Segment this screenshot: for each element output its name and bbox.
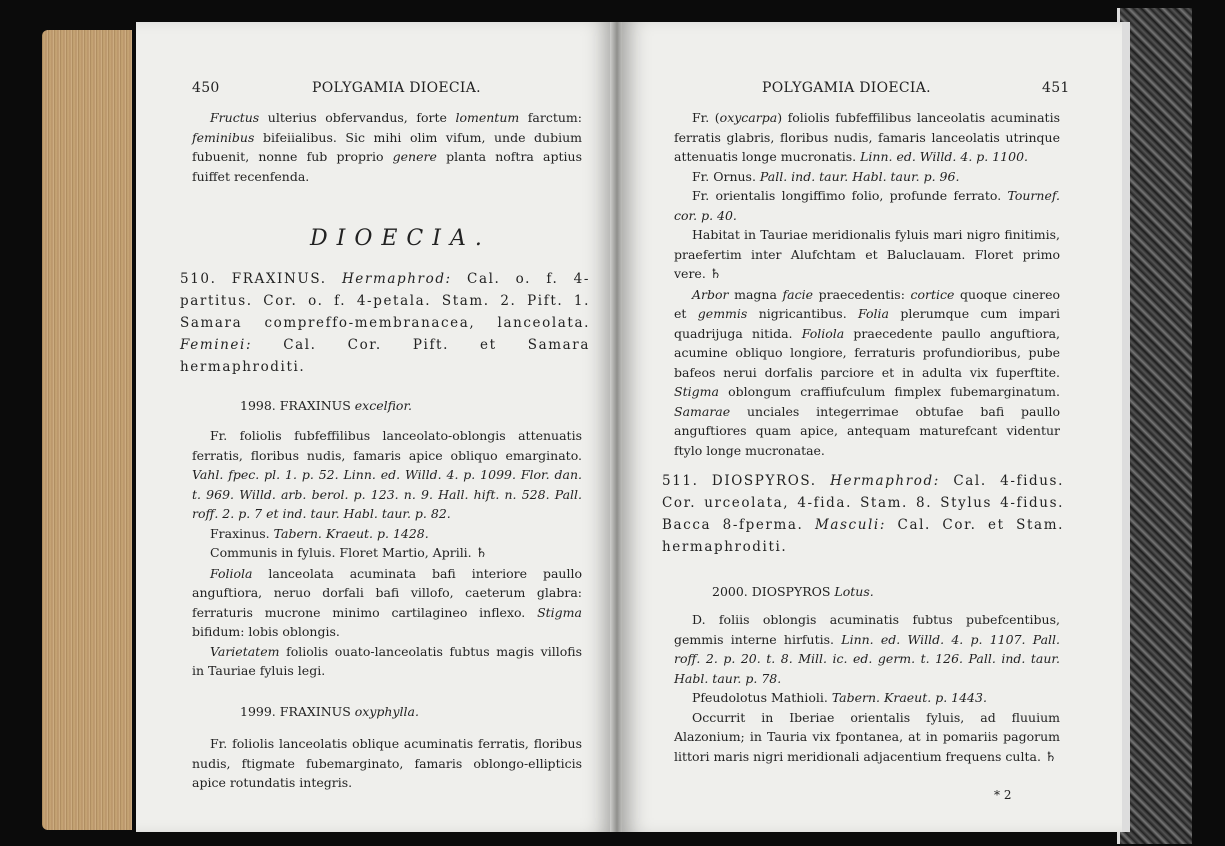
right-running-head: POLYGAMIA DIOECIA.: [762, 80, 931, 96]
left-page: [136, 22, 612, 832]
left-page-number: 450: [192, 80, 220, 96]
species-heading-1998: 1998. FRAXINUS excelfior.: [240, 398, 413, 413]
species-heading-1999: 1999. FRAXINUS oxyphylla.: [240, 704, 419, 719]
book: [32, 8, 1192, 844]
right-page: [622, 22, 1130, 832]
section-heading: DIOECIA.: [310, 226, 491, 251]
book-edge-left: [42, 30, 132, 830]
genus-510: 510. FRAXINUS. Hermaphrod: Cal. o. f. 4-partitus. Cor. o. f. 4-petala. Stam. 2. Pift. 1. Samara compreffo-membranacea, lanceolata. Feminei: Cal. Cor. Pift. et Samara hermaphroditi.: [180, 271, 590, 375]
right-page-number: 451: [1042, 80, 1070, 96]
signature-mark: * 2: [994, 788, 1012, 802]
species-1998-text: Fr. foliolis fubfeffilibus lanceolato-oblongis attenuatis ferratis, floribus nudis, famaris apice obliquo emarginato. Vahl. fpec. pl. 1. p. 52. Linn. ed. Willd. 4. p. 1099. Flor. dan. t. 969. Willd. arb. berol. p. 123. n. 9. Hall. hift. n. 528. Pall. roff. 2. p. 7 et ind. taur. Habl. taur. p. 82. Fraxinus. Tabern. Kraeut. p. 1428. Communis in fyluis. Floret Martio, Aprili. ♄ Foliola lanceolata acuminata bafi interiore paullo anguftiora, neruo dorfali bafi villofo, caeterum glabra: ferraturis mucrone minimo cartilagineo inflexo. Stigma bifidum: lobis oblongis. Varietatem foliolis ouato-lanceolatis fubtus magis villofis in Tauriae fyluis legi.: [192, 428, 582, 678]
genus-511: 511. DIOSPYROS. Hermaphrod: Cal. 4-fidus. Cor. urceolata, 4-fida. Stam. 8. Stylus 4-fidus. Bacca 8-fperma. Masculi: Cal. Cor. et Stam. hermaphroditi.: [662, 473, 1064, 555]
left-running-head: POLYGAMIA DIOECIA.: [312, 80, 481, 96]
species-heading-2000: 2000. DIOSPYROS Lotus.: [712, 584, 874, 599]
right-page-text: Fr. (oxycarpa) foliolis fubfeffilibus lanceolatis acuminatis ferratis glabris, floribus nudis, famaris lanceolatis utrinque attenuatis longe mucronatis. Linn. ed. Willd. 4. p. 1100. Fr. Ornus. Pall. ind. taur. Habl. taur. p. 96. Fr. orientalis longiffimo folio, profunde ferrato. Tournef. cor. p. 40. Habitat in Tauriae meridionalis fyluis mari nigro finitimis, praefertim inter Alufchtam et Baluclauam. Floret primo vere. ♄ Arbor magna facie praecedentis: cortice quoque cinereo et gemmis nigricantibus. Folia plerumque cum impari quadrijuga nitida. Foliola praecedente paullo anguftiora, acumine obliquo longiore, ferraturis profundioribus, pube bafeos nerui dorfalis parciore et in adulta vix fuperftite. Stigma oblongum craffiufculum fimplex fubemarginatum. Samarae unciales integerrimae obtufae bafi paullo anguftiores quam apice, antequam maturefcant videntur ftylo longe mucronatae.: [674, 110, 1061, 458]
species-2000-text: D. foliis oblongis acuminatis fubtus pubefcentibus, gemmis interne hirfutis. Linn. ed. Willd. 4. p. 1107. Pall. roff. 2. p. 20. t. 8. Mill. ic. ed. germ. t. 126. Pall. ind. taur. Habl. taur. p. 78. Pfeudolotus Mathioli. Tabern. Kraeut. p. 1443. Occurrit in Iberiae orientalis fyluis, ad fluuium Alazonium; in Tauria vix fpontanea, at in pomariis pagorum littori maris nigri meridionali adjacentium frequens culta. ♄: [674, 612, 1061, 765]
species-1999-text: Fr. foliolis lanceolatis oblique acuminatis ferratis, floribus nudis, ftigmate fubemarginato, famaris oblongo-ellipticis apice rotundatis integris.: [192, 736, 582, 790]
intro-paragraph: Fructus ulterius obfervandus, forte lomentum farctum: feminibus bifeiialibus. Sic mihi olim vifum, unde dubium fubuenit, nonne fub proprio genere planta noftra aptius fuiffet recenfenda.: [192, 110, 582, 184]
